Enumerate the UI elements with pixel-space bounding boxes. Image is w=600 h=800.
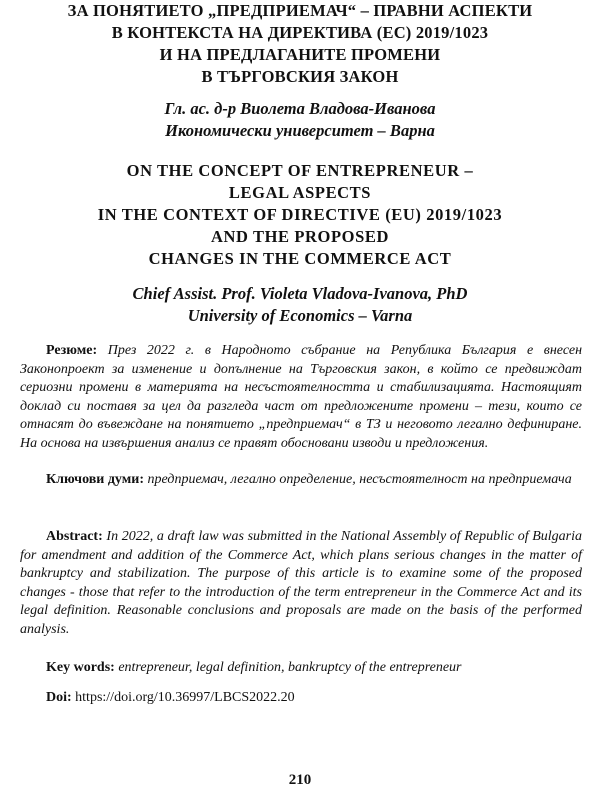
bulgarian-title-line: В ТЪРГОВСКИЯ ЗАКОН — [201, 67, 399, 86]
page-number: 210 — [288, 772, 312, 788]
bulgarian-title-line: В КОНТЕКСТА НА ДИРЕКТИВА (ЕС) 2019/1023 — [111, 23, 489, 42]
english-keywords — [20, 659, 582, 678]
english-title-line: IN THE CONTEXT OF DIRECTIVE (EU) 2019/1023 — [97, 205, 503, 224]
bulgarian-title-line: ЗА ПОНЯТИЕТО „ПРЕДПРИЕМАЧ“ – ПРАВНИ АСПЕКТИ — [67, 1, 533, 20]
bulgarian-keywords-text: предприемач, легално определение, несъстоятелност на предприемача — [147, 472, 572, 487]
bulgarian-author-block — [20, 98, 580, 142]
bulgarian-abstract-text: През 2022 г. в Народното събрание на Република България е внесен Законопроект за изменение и допълнение на Търговския закон, в който се предвиждат сериозни промени в материята на несъстоятелността и стабилизацията. Настоящият доклад си поставя за цел да разгледа част от предложените промени – тези, които се отнасят до въвеждане на понятието „предприемач“ в ТЗ и неговото легално дефиниране. На основа на извършения анализ се правят обосновани изводи и предложения. — [20, 343, 583, 451]
english-title-line: AND THE PROPOSED — [211, 227, 389, 246]
bulgarian-abstract-label: Резюме: — [46, 343, 98, 358]
english-author-block — [20, 283, 580, 327]
english-title-line: LEGAL ASPECTS — [228, 183, 372, 202]
bulgarian-keywords — [20, 471, 582, 490]
doi-label: Doi: — [46, 690, 72, 705]
doi-line — [20, 689, 582, 708]
doi-link[interactable]: https://doi.org/10.36997/LBCS2022.20 — [75, 690, 295, 705]
english-author-name: Chief Assist. Prof. Violeta Vladova-Ivanova, PhD — [132, 284, 468, 303]
english-title-line: ON THE CONCEPT OF ENTREPRENEUR – — [126, 161, 474, 180]
bulgarian-abstract — [20, 342, 582, 453]
english-abstract-text: In 2022, a draft law was submitted in the National Assembly of Republic of Bulgaria for amendment and addition of the Commerce Act, which plans serious changes in the matter of bankruptcy and stabilization. The purpose of this article is to examine some of the proposed changes - those that refer to the introduction of the term entrepreneur in the Commerce Act and its legal definition. Reasonable conclusions and proposals are made on the basis of the performed analysis. — [20, 529, 582, 637]
bulgarian-title-line: И НА ПРЕДЛАГАНИТЕ ПРОМЕНИ — [159, 45, 441, 64]
english-author-affiliation: University of Economics – Varna — [187, 306, 413, 325]
english-keywords-text: entrepreneur, legal definition, bankruptcy of the entrepreneur — [118, 660, 462, 675]
bulgarian-keywords-label: Ключови думи: — [46, 472, 145, 487]
bulgarian-title — [20, 0, 580, 88]
english-keywords-label: Key words: — [46, 660, 115, 675]
english-title-line: CHANGES IN THE COMMERCE ACT — [148, 249, 452, 268]
english-title — [20, 160, 580, 270]
english-abstract — [20, 528, 582, 639]
bulgarian-author-name: Гл. ас. д-р Виолета Владова-Иванова — [164, 99, 436, 118]
bulgarian-author-affiliation: Икономически университет – Варна — [165, 121, 435, 140]
english-abstract-label: Abstract: — [46, 529, 103, 544]
